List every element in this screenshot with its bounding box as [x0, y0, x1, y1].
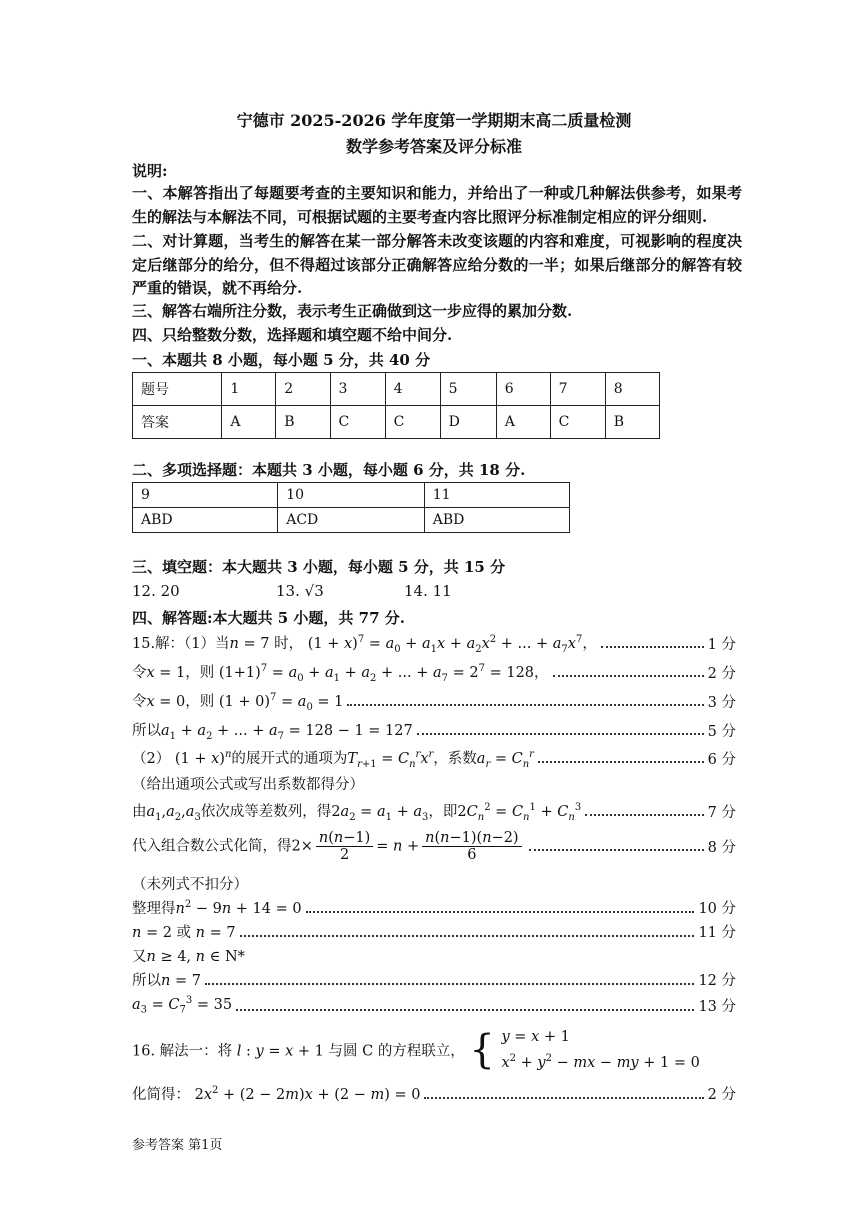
solution-line — [132, 995, 736, 1016]
solution-text: 由$a_1,a_2,a_3$依次成等差数列，得$2a_2 = a_1 + a_3$，即$2C_n^2 = C_n^1 + C_n^3$ — [132, 802, 582, 823]
leader-dots — [205, 983, 695, 985]
table-cell: A — [222, 406, 276, 439]
then-word: ，则 — [185, 694, 215, 710]
solution-line — [132, 719, 736, 742]
leader-dots — [236, 1009, 694, 1011]
fill-answer-13 — [276, 582, 324, 600]
also-word: 又 — [132, 949, 147, 965]
brace: { — [469, 1026, 495, 1073]
solution-text: （2） $(1 + x)^n$的展开式的通项为$T_{r+1} = C_n^rx^r$，系数$a_r = C_n^r$ — [132, 749, 534, 770]
leader-dots — [417, 733, 704, 735]
comma: ， — [582, 636, 597, 652]
gen-term-text: 的展开式的通项为 — [231, 751, 348, 767]
q16-prefix: 16. 解法一：将 — [132, 1043, 233, 1060]
or-word: 或 — [176, 925, 192, 941]
section4-heading: 四、解答题:本大题共 5 小题，共 77 分. — [132, 609, 405, 627]
subst-text: 代入组合数公式化简，得 — [132, 838, 292, 854]
solution-line — [132, 897, 736, 918]
table-row — [133, 508, 570, 533]
q16-suffix: 与圆 C 的方程联立， — [328, 1043, 465, 1060]
fill-answer-13-number: 13. — [276, 582, 300, 600]
fraction: $\frac{n(n-1)}{2}$ — [316, 830, 373, 863]
arith-b: 依次成等差数列，得 — [200, 804, 332, 820]
fraction: $\frac{n(n-1)(n-2)}{6}$ — [422, 830, 521, 863]
solution-text: 令x = 0，则 $(1 + 0)^7 = a_0 = 1$ — [132, 692, 344, 713]
fill-answer-12: 12. 20 — [132, 582, 180, 600]
multi-choice-table — [132, 482, 570, 533]
table-cell: 5 — [440, 373, 496, 406]
solution-line — [132, 690, 736, 713]
comma: ， — [534, 665, 549, 681]
table-cell: 题号 — [133, 373, 222, 406]
solution-line — [132, 826, 736, 866]
table-cell: A — [496, 406, 550, 439]
note-item-4: 四、只给整数分数，选择题和填空题不给中间分. — [132, 326, 453, 344]
fill-answer-14: 14. 11 — [404, 582, 452, 600]
leader-dots — [240, 935, 695, 937]
solution-line — [132, 661, 736, 684]
score-mark: 2 分 — [707, 665, 736, 682]
solution-text: n = 2 或 n = 7 — [132, 925, 236, 941]
q16-line — [132, 1026, 700, 1074]
simplify-word: 整理得 — [132, 901, 176, 917]
solution-line — [132, 632, 736, 655]
leader-dots — [553, 675, 704, 677]
note-item-3: 三、解答右端所注分数，表示考生正确做到这一步应得的累加分数. — [132, 302, 573, 320]
score-mark: 8 分 — [707, 839, 736, 856]
solution-line — [132, 1083, 736, 1104]
solution-text: 令x = 1，则 $(1+1)^7 = a_0 + a_1 + a_2$ + ... + $a_7 = 2^7 = 128$， — [132, 663, 549, 684]
let-word: 令 — [132, 694, 147, 710]
table-cell: ABD — [133, 508, 278, 533]
score-mark: 3 分 — [707, 694, 736, 711]
scoring-note: （给出通项公式或写出系数都得分） — [132, 777, 364, 793]
solution-text: $a_3 = C_7^3 = 35$ — [132, 995, 233, 1016]
score-mark: 2 分 — [707, 1087, 736, 1103]
table-row — [133, 373, 660, 406]
table-cell: 6 — [496, 373, 550, 406]
solution-line — [132, 800, 736, 823]
leader-dots — [538, 761, 704, 763]
table-cell: B — [276, 406, 330, 439]
solution-text: 代入组合数公式化简，得2× $\frac{n(n-1)}{2}$ = n + $\frac{n(n-1)(n-2)}{6}$ — [132, 830, 525, 863]
note-item-1: 一、本解答指出了每题要考查的主要知识和能力，并给出了一种或几种解法供参考，如果考生的解法与本解法不同，可根据试题的主要考查内容比照评分标准制定相应的评分细则. — [132, 184, 742, 226]
table-cell: 7 — [550, 373, 605, 406]
simp2-word: 化简得： — [132, 1087, 190, 1103]
table-cell: C — [330, 406, 385, 439]
document-subtitle: 数学参考答案及评分标准 — [345, 137, 522, 156]
part2-label: （2） — [132, 751, 171, 767]
table-row — [133, 483, 570, 508]
leader-dots — [424, 1097, 703, 1099]
note-item-2: 二、对计算题，当考生的解答在某一部分解答未改变该题的内容和难度，可视影响的程度决定后继部分的给分，但不得超过该部分正确解答应给分数的一半；如果后继部分的解答有较严重的错误，就不再给分. — [132, 232, 742, 297]
score-mark: 11 分 — [698, 925, 736, 941]
notes-label: 说明: — [132, 162, 168, 180]
so-word: 所以 — [132, 723, 161, 739]
so-word: 所以 — [132, 973, 161, 989]
score-mark: 1 分 — [707, 636, 736, 653]
table-cell: B — [605, 406, 659, 439]
score-mark: 5 分 — [707, 723, 736, 740]
table-cell: 8 — [605, 373, 659, 406]
section3-heading: 三、填空题：本大题共 3 小题，每小题 5 分，共 15 分 — [132, 558, 506, 576]
solution-text: 所以$a_1 + a_2$ + ... + $a_7 = 128 - 1 = 127$ — [132, 723, 413, 742]
solution-line — [132, 969, 736, 990]
page-footer: 参考答案 第1页 — [132, 1138, 223, 1153]
arith-a: 由 — [132, 804, 147, 820]
leader-dots — [529, 849, 704, 851]
solution-text: 所以n = 7 — [132, 973, 201, 989]
solution-line — [132, 747, 736, 770]
document-title: 宁德市 2025-2026 学年度第一学期期末高二质量检测 — [236, 111, 632, 130]
coef-text: ，系数 — [433, 751, 477, 767]
table-cell: D — [440, 406, 496, 439]
solution-text: 化简得： $2x^2 + (2 - 2m)x + (2 - m) = 0$ — [132, 1085, 421, 1103]
score-mark: 7 分 — [707, 804, 736, 821]
table-cell: ACD — [278, 508, 425, 533]
table-row — [133, 406, 660, 439]
fill-answer-13-value: √3 — [304, 582, 324, 600]
choice-answer-table — [132, 372, 660, 439]
solution-line — [132, 921, 736, 942]
solution-text: 15.解：（1）当n = 7 时， $(1 + x)^7 = a_0 + a_1x + a_2x^2$ + ... + $a_7x^7$， — [132, 634, 597, 655]
table-cell: C — [385, 406, 440, 439]
let-word: 令 — [132, 665, 147, 681]
table-cell: 3 — [330, 373, 385, 406]
solution-text: 整理得$n^2 - 9n + 14 = 0$ — [132, 899, 302, 917]
table-cell: 10 — [278, 483, 425, 508]
then-word: ，则 — [185, 665, 215, 681]
q15-prefix: 15.解：（1）当 — [132, 636, 230, 652]
score-mark: 12 分 — [698, 973, 736, 989]
table-cell: 4 — [385, 373, 440, 406]
leader-dots — [347, 704, 703, 706]
leader-dots — [306, 911, 695, 913]
table-cell: 1 — [222, 373, 276, 406]
table-cell: ABD — [424, 508, 569, 533]
equation-system: y = x + 1 $x^2 + y^2$ − mx − my + 1 = 0 — [501, 1029, 700, 1071]
arith-c: ，即 — [428, 804, 458, 820]
condition-line: 又n ≥ 4, n ∈ N* — [132, 949, 245, 965]
section1-heading: 一、本题共 8 小题，每小题 5 分，共 40 分 — [132, 351, 431, 369]
table-cell: 11 — [424, 483, 569, 508]
table-cell: 答案 — [133, 406, 222, 439]
score-mark: 10 分 — [698, 901, 736, 917]
leader-dots — [585, 814, 703, 816]
table-cell: C — [550, 406, 605, 439]
leader-dots — [601, 646, 704, 648]
q16-text: 16. 解法一：将 l : y = x + 1 与圆 C 的方程联立， — [132, 1043, 465, 1060]
table-cell: 2 — [276, 373, 330, 406]
scoring-note: （未列式不扣分） — [132, 877, 248, 893]
table-cell: 9 — [133, 483, 278, 508]
section2-heading: 二、多项选择题：本题共 3 小题，每小题 6 分，共 18 分. — [132, 461, 526, 479]
score-mark: 13 分 — [698, 999, 736, 1015]
score-mark: 6 分 — [707, 751, 736, 768]
